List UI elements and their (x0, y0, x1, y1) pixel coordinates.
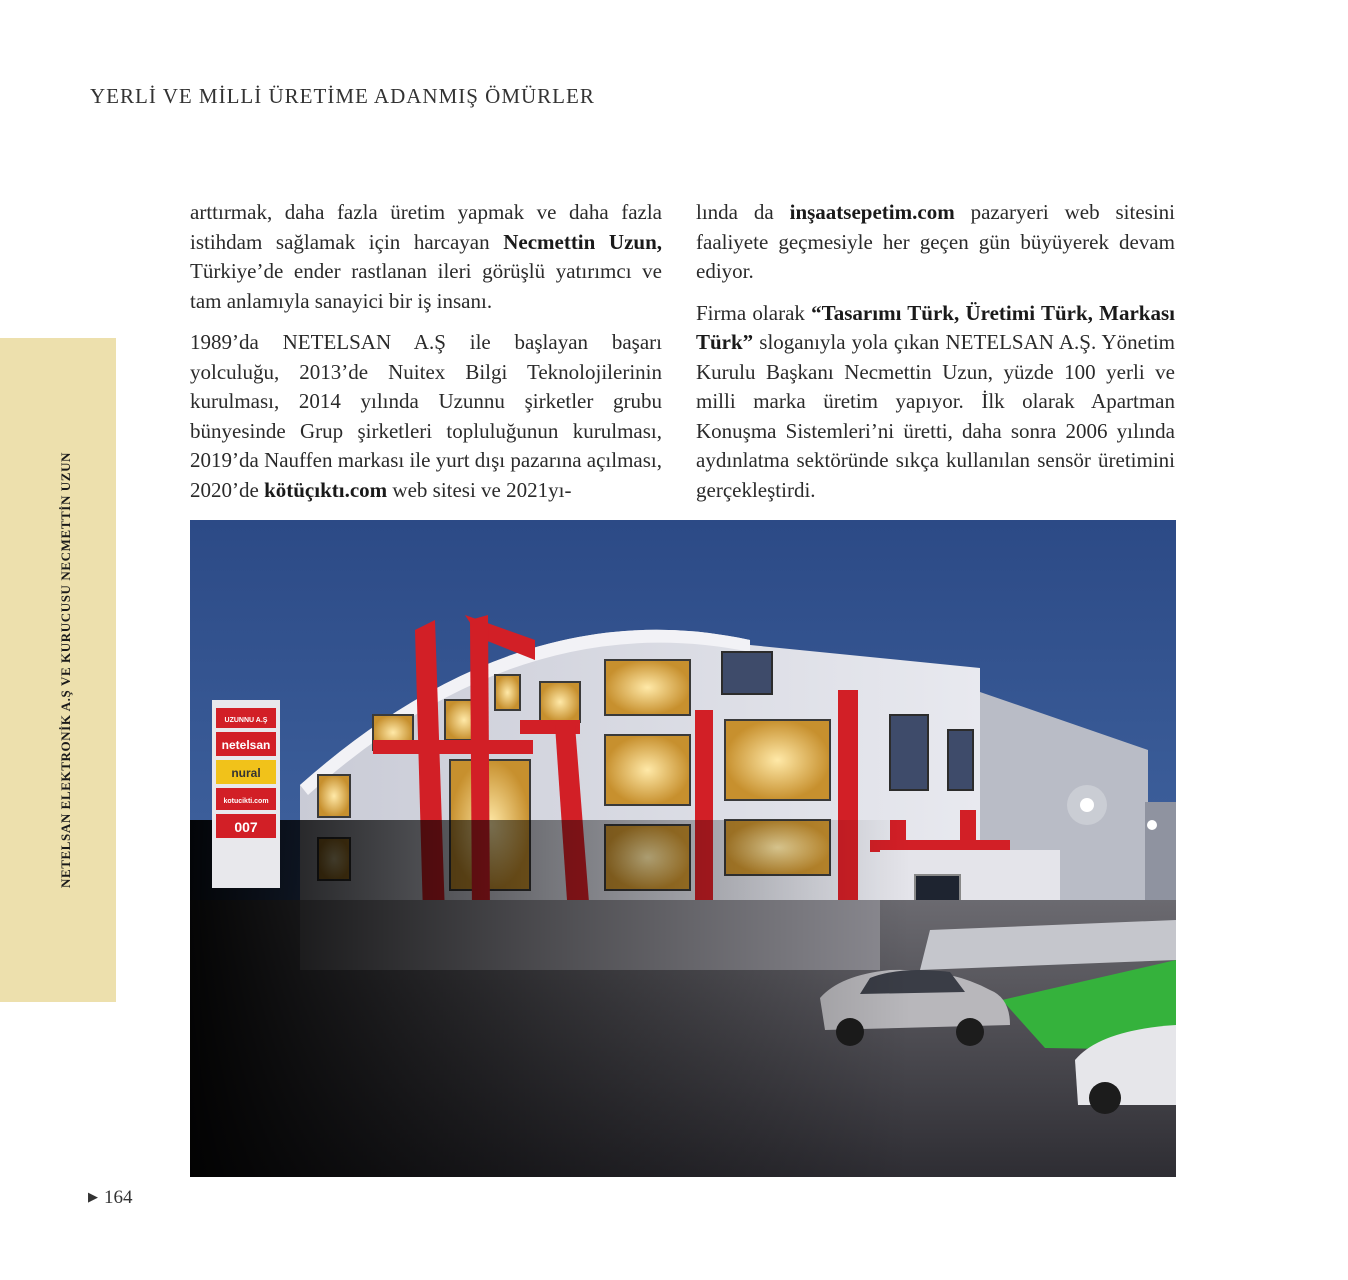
company-sign-totem (212, 700, 280, 888)
sign-nural-label: nural (231, 766, 261, 780)
running-head: YERLİ VE MİLLİ ÜRETİME ADANMIŞ ÖMÜRLER (90, 84, 595, 108)
right-paragraph-1: lında da inşaatsepetim.com pazaryeri web sitesini faaliyete geçmesiyle her geçen gün büyüyerek devam ediyor. (696, 200, 1175, 283)
side-tab-text: NETELSAN ELEKTRONİK A.Ş VE KURUCUSU NECMETTİN UZUN (58, 451, 73, 889)
right-paragraph-2: Firma olarak “Tasarımı Türk, Üretimi Türk, Markası Türk” sloganıyla yola çıkan NETELSAN A.Ş. Yönetim Kurulu Başkanı Necmettin Uzun, yüzde 100 yerli ve milli marka üretim yapıyor. İlk olarak Apartman Konuşma Sistemleri’ni üretti, daha sonra 2006 yılında aydınlatma sektöründe sıkça kullanılan sensör üretimini gerçekleştirdi. (696, 300, 1175, 502)
left-column (190, 198, 662, 517)
sign-kotucikti-label: kotucikti.com (223, 798, 269, 805)
page-number: ▶ 164 (88, 1187, 133, 1208)
building-illustration (190, 520, 1176, 1177)
sign-007-label: 007 (234, 819, 258, 835)
sign-netelsan-label: netelsan (221, 738, 271, 752)
left-paragraph-1: arttırmak, daha fazla üretim yapmak ve daha fazla istihdam sağlamak için harcayan Necmettin Uzun, Türkiye’de ender rastlanan ileri görüşlü yatırımcı ve tam anlamıyla sanayici bir iş insanı. (190, 200, 662, 313)
triangle-icon: ▶ (88, 1189, 98, 1204)
building-photo (190, 520, 1176, 1177)
left-paragraph-2: 1989’da NETELSAN A.Ş ile başlayan başarı yolculuğu, 2013’de Nuitex Bilgi Teknolojilerinin kurulması, 2014 yılında Uzunnu şirketler grubu bünyesinde Grup şirketleri topluluğunun kurulması, 2019’da Nauffen markası ile yurt dışı pazarına açılması, 2020’de kötüçıktı.com web sitesi ve 2021yı- (190, 330, 662, 502)
sign-top-label: UZUNNU A.Ş (224, 717, 268, 724)
right-column (696, 198, 1175, 517)
